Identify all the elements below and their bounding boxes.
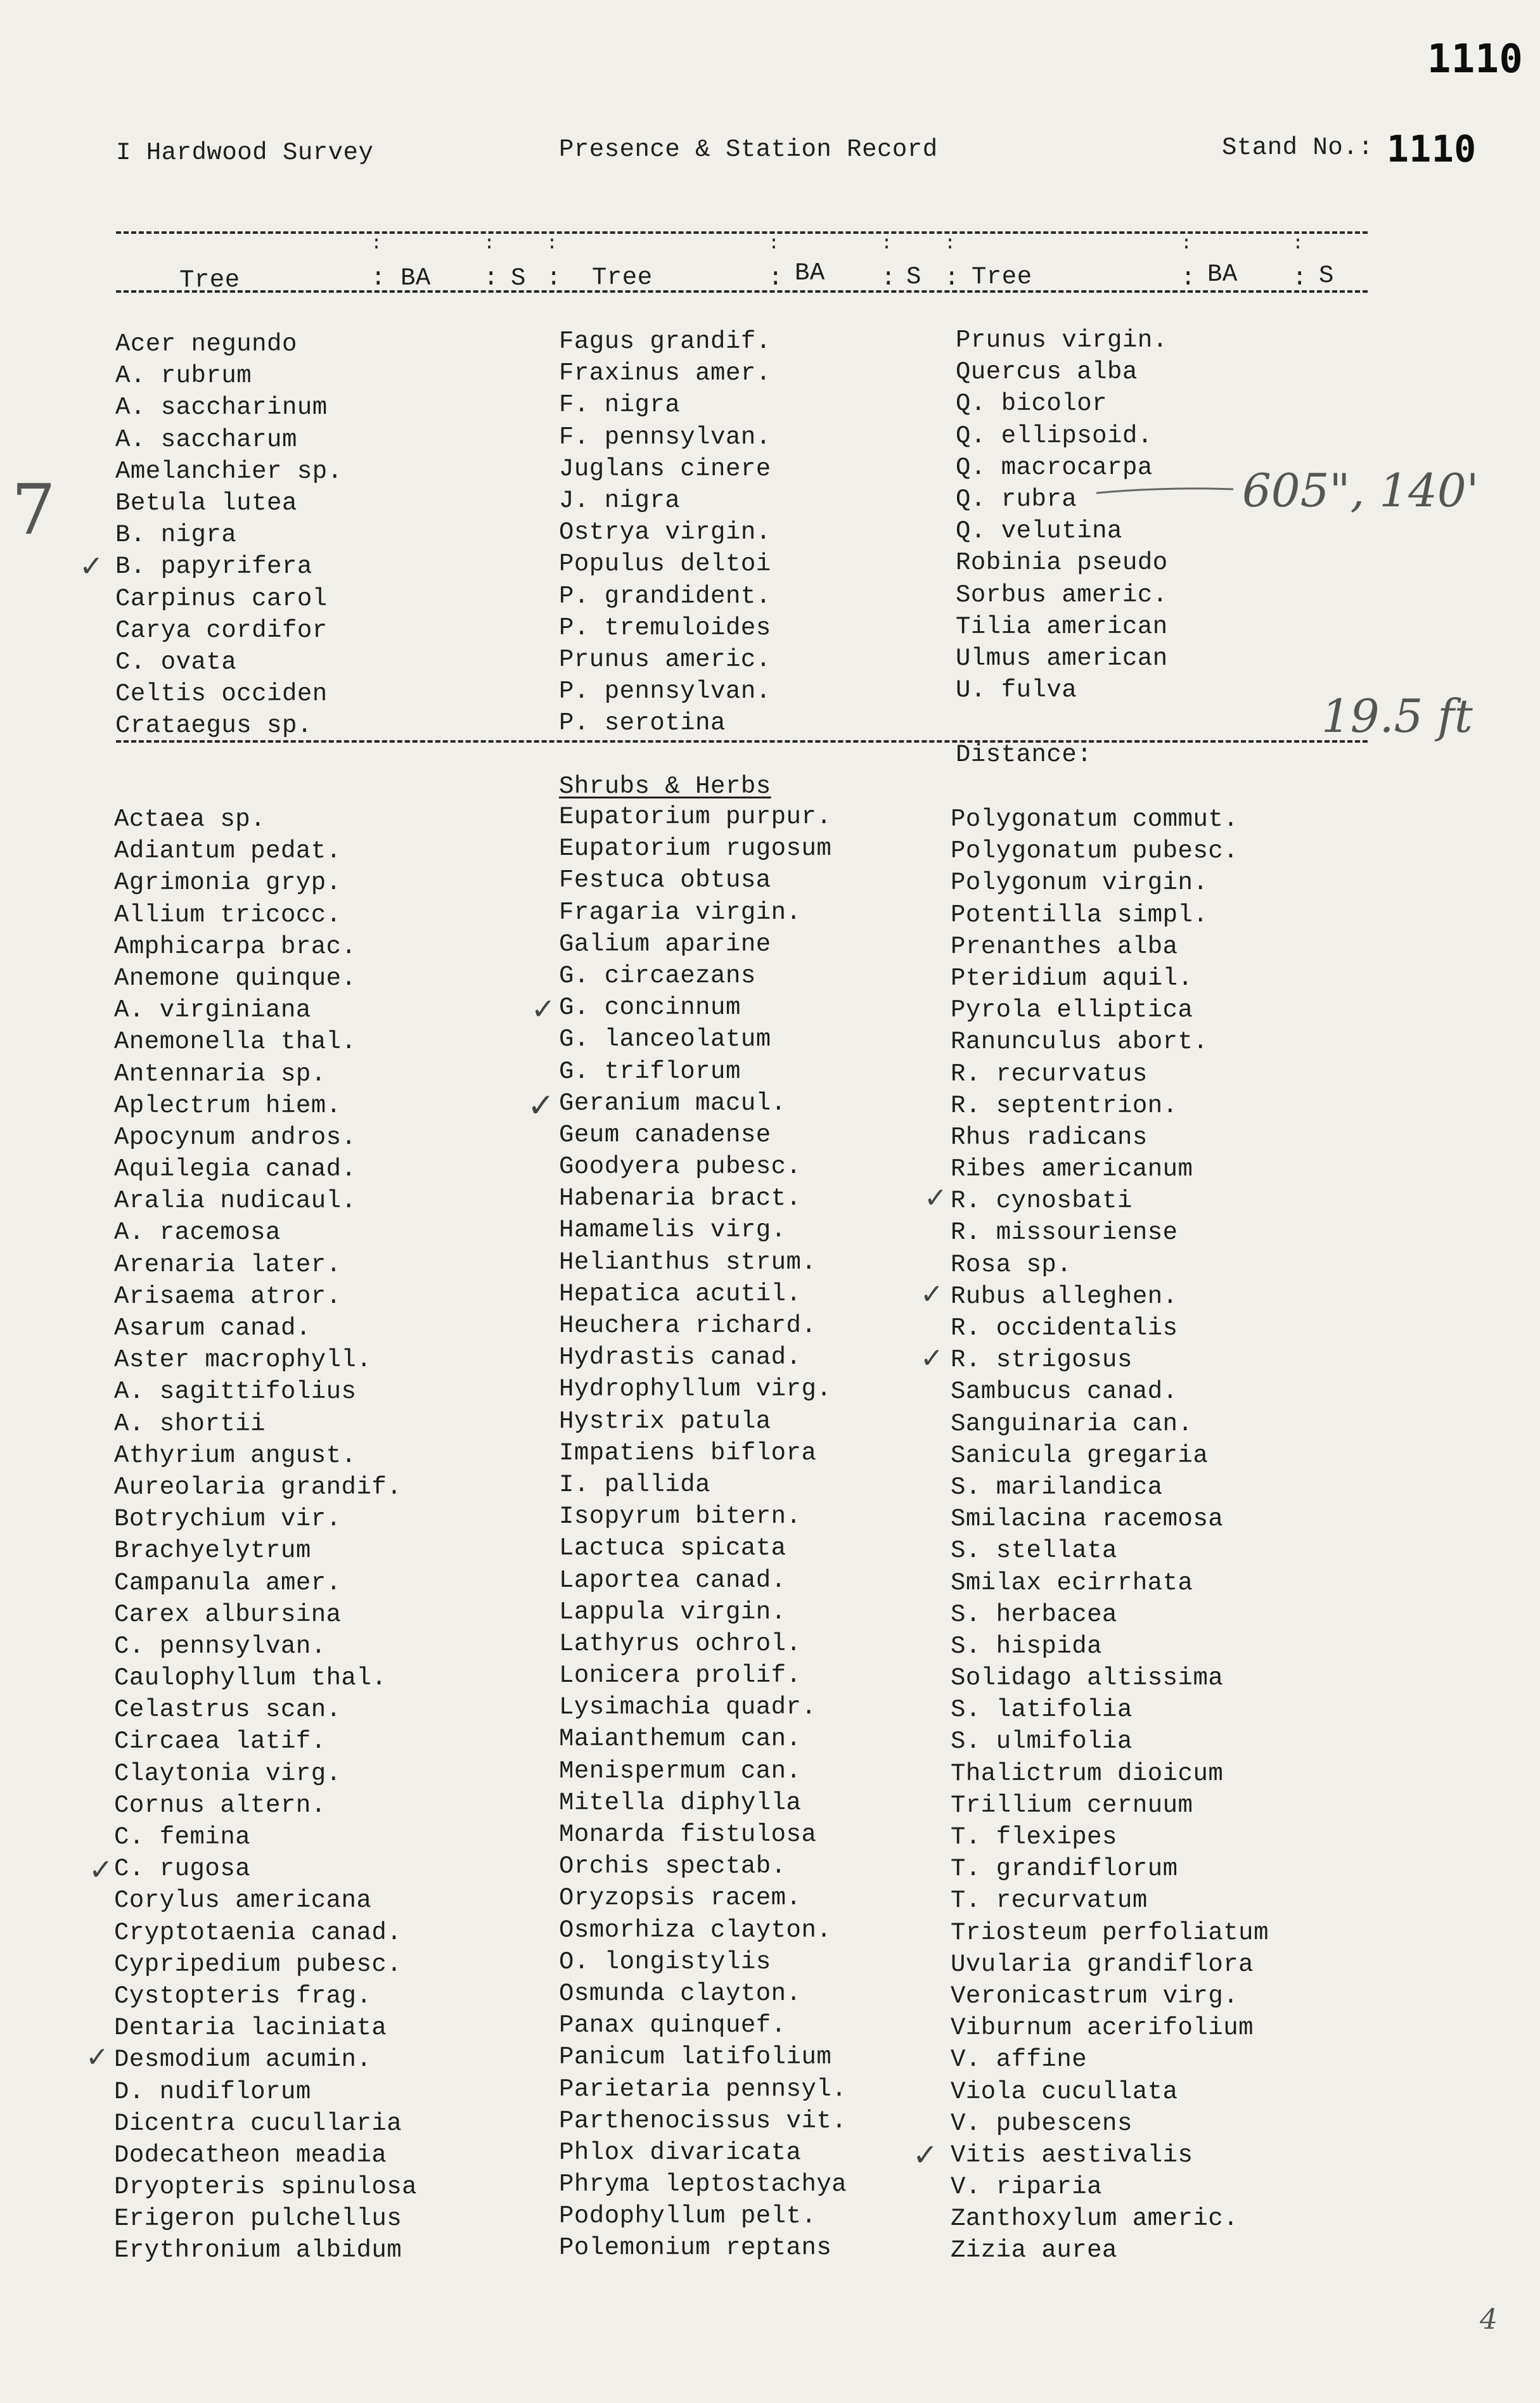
- list-item: Parietaria pennsyl.: [559, 2075, 847, 2103]
- list-item: S. marilandica: [951, 1473, 1163, 1501]
- list-item: Pteridium aquil.: [951, 964, 1193, 992]
- list-item: Lactuca spicata: [559, 1534, 786, 1563]
- list-item: Phryma leptostachya: [559, 2170, 847, 2199]
- list-item: Menispermum can.: [559, 1757, 802, 1785]
- list-item: Phlox divaricata: [559, 2138, 802, 2167]
- list-item: R. recurvatus: [951, 1060, 1148, 1088]
- list-item: Fraxinus amer.: [559, 359, 771, 388]
- list-item: R. strigosus: [951, 1346, 1133, 1375]
- list-item: Caulophyllum thal.: [114, 1664, 387, 1693]
- list-item: Dicentra cucullaria: [114, 2109, 402, 2137]
- list-item: Polygonum virgin.: [951, 869, 1209, 897]
- list-item: O. longistylis: [559, 1947, 771, 1976]
- list-item: Laportea canad.: [559, 1566, 786, 1594]
- list-item: Polemonium reptans: [559, 2234, 832, 2262]
- q-rubra-note: 605", 140': [1242, 464, 1479, 517]
- list-item: Anemonella thal.: [114, 1028, 357, 1056]
- list-item: S. stellata: [951, 1537, 1117, 1565]
- list-item: Actaea sp.: [114, 805, 266, 833]
- list-item: Ulmus american: [956, 644, 1168, 672]
- list-item: A. racemosa: [114, 1219, 281, 1247]
- list-item: Asarum canad.: [114, 1314, 311, 1342]
- list-item: Pyrola elliptica: [951, 996, 1193, 1025]
- list-item: Geranium macul.: [559, 1089, 786, 1117]
- list-item: Sambucus canad.: [951, 1378, 1178, 1406]
- list-item: Corylus americana: [114, 1887, 372, 1915]
- record-title: Presence & Station Record: [559, 136, 938, 163]
- list-item: Thalictrum dioicum: [951, 1759, 1224, 1788]
- list-item: Smilax ecirrhata: [951, 1568, 1193, 1597]
- list-item: Allium tricocc.: [114, 900, 342, 929]
- check-mark-icon: ✓: [920, 1278, 944, 1310]
- list-item: C. ovata: [115, 648, 237, 676]
- list-item: Trillium cernuum: [951, 1791, 1193, 1819]
- list-item: Eupatorium purpur.: [559, 803, 832, 831]
- list-item: Populus deltoi: [559, 550, 771, 579]
- list-item: A. virginiana: [114, 996, 311, 1025]
- list-item: B. nigra: [115, 521, 237, 549]
- list-item: Circaea latif.: [114, 1727, 326, 1756]
- check-mark-icon: ✓: [89, 1852, 113, 1887]
- pointer-line: [1095, 484, 1235, 497]
- list-item: Viola cucullata: [951, 2077, 1178, 2106]
- list-item: Carya cordifor: [115, 616, 328, 644]
- section-rule: [116, 740, 1368, 743]
- list-item: Lysimachia quadr.: [559, 1693, 817, 1722]
- herb-list-2: [559, 801, 847, 2264]
- list-item: Oryzopsis racem.: [559, 1884, 802, 1913]
- list-item: Sorbus americ.: [956, 580, 1168, 609]
- list-item: P. grandident.: [559, 582, 771, 610]
- check-mark-icon: ✓: [913, 2137, 939, 2173]
- list-item: Osmorhiza clayton.: [559, 1916, 832, 1944]
- list-item: D. nudiflorum: [114, 2077, 311, 2106]
- list-item: Zizia aurea: [951, 2236, 1117, 2265]
- list-item: Athyrium angust.: [114, 1441, 357, 1470]
- list-item: Q. velutina: [956, 517, 1122, 546]
- header-tree-2: Tree: [592, 264, 653, 292]
- list-item: Q. bicolor: [956, 390, 1108, 418]
- list-item: S. herbacea: [951, 1600, 1117, 1629]
- page-mark: 4: [1480, 2304, 1498, 2336]
- list-item: Zanthoxylum americ.: [951, 2205, 1239, 2233]
- list-item: Juglans cinere: [559, 454, 771, 483]
- check-mark-icon: ✓: [79, 549, 104, 583]
- list-item: Tilia american: [956, 612, 1168, 641]
- list-item: Acer negundo: [115, 330, 297, 358]
- list-item: Ribes americanum: [951, 1155, 1193, 1184]
- check-mark-icon: ✓: [924, 1182, 947, 1214]
- list-item: G. lanceolatum: [559, 1025, 771, 1054]
- list-item: S. ulmifolia: [951, 1727, 1133, 1756]
- list-item: P. tremuloides: [559, 613, 771, 642]
- list-item: B. papyrifera: [115, 553, 312, 581]
- list-item: Hamamelis virg.: [559, 1216, 786, 1245]
- list-item: Fragaria virgin.: [559, 898, 802, 926]
- list-item: Veronicastrum virg.: [951, 1982, 1239, 2010]
- list-item: T. grandiflorum: [951, 1855, 1178, 1883]
- list-item: Cornus altern.: [114, 1791, 326, 1819]
- list-item: J. nigra: [559, 486, 681, 515]
- distance-note: 19.5 ft: [1321, 689, 1473, 743]
- list-item: Arenaria later.: [114, 1250, 342, 1279]
- herb-list-3: [951, 804, 1269, 2267]
- list-item: Cypripedium pubesc.: [114, 1950, 402, 1978]
- list-item: Polygonatum commut.: [951, 805, 1239, 833]
- list-item: Galium aparine: [559, 930, 771, 958]
- list-item: Desmodium acumin.: [114, 2046, 372, 2074]
- list-item: F. pennsylvan.: [559, 423, 771, 451]
- list-item: Quercus alba: [956, 358, 1138, 387]
- list-item: Solidago altissima: [951, 1664, 1224, 1693]
- list-item: Robinia pseudo: [956, 549, 1168, 577]
- header-ba-2: BA: [795, 259, 825, 287]
- list-item: G. circaezans: [559, 961, 756, 990]
- list-item: A. sagittifolius: [114, 1378, 357, 1406]
- list-item: Heuchera richard.: [559, 1312, 817, 1340]
- list-item: C. rugosa: [114, 1855, 251, 1883]
- list-item: A. rubrum: [115, 362, 252, 390]
- list-item: Viburnum acerifolium: [951, 2014, 1254, 2042]
- header-tree-1: Tree: [179, 266, 240, 294]
- list-item: Crataegus sp.: [115, 712, 312, 740]
- list-item: Monarda fistulosa: [559, 1821, 817, 1849]
- list-item: Brachyelytrum: [114, 1537, 311, 1565]
- check-mark-icon: ✓: [920, 1342, 944, 1375]
- list-item: Prunus americ.: [559, 645, 771, 674]
- list-item: Erythronium albidum: [114, 2236, 402, 2265]
- list-item: Sanguinaria can.: [951, 1409, 1193, 1438]
- list-item: A. saccharinum: [115, 394, 328, 422]
- list-item: Aureolaria grandif.: [114, 1473, 402, 1501]
- stand-number: 1110: [1387, 127, 1477, 170]
- list-item: Rubus alleghen.: [951, 1282, 1178, 1310]
- list-item: Podophyllum pelt.: [559, 2202, 817, 2231]
- list-item: R. missouriense: [951, 1219, 1178, 1247]
- list-item: Prunus virgin.: [956, 326, 1168, 354]
- list-item: V. pubescens: [951, 2109, 1133, 2137]
- list-item: Dentaria laciniata: [114, 2014, 387, 2042]
- check-mark-icon: ✓: [531, 992, 556, 1026]
- list-item: Adiantum pedat.: [114, 837, 342, 866]
- list-item: Celastrus scan.: [114, 1696, 342, 1724]
- list-item: G. triflorum: [559, 1057, 741, 1086]
- list-item: C. pennsylvan.: [114, 1632, 326, 1660]
- list-item: A. saccharum: [115, 425, 297, 454]
- list-item: P. pennsylvan.: [559, 677, 771, 706]
- list-item: Cryptotaenia canad.: [114, 1918, 402, 1947]
- list-item: Aralia nudicaul.: [114, 1187, 357, 1215]
- list-item: Aster macrophyll.: [114, 1346, 372, 1375]
- list-item: Lonicera prolif.: [559, 1662, 802, 1690]
- list-item: Parthenocissus vit.: [559, 2106, 847, 2135]
- list-item: Impatiens biflora: [559, 1439, 817, 1467]
- list-item: Q. ellipsoid.: [956, 421, 1153, 450]
- list-item: Lathyrus ochrol.: [559, 1629, 802, 1658]
- header-s-3: S: [1319, 262, 1334, 290]
- header-top-rule: [116, 231, 1368, 234]
- stamp-number: 1110: [1427, 35, 1524, 82]
- list-item: Cystopteris frag.: [114, 1982, 372, 2010]
- list-item: Lappula virgin.: [559, 1598, 786, 1626]
- list-item: G. concinnum: [559, 994, 741, 1022]
- list-item: S. latifolia: [951, 1696, 1133, 1724]
- list-item: Uvularia grandiflora: [951, 1950, 1254, 1978]
- list-item: Hystrix patula: [559, 1407, 771, 1435]
- list-item: Smilacina racemosa: [951, 1505, 1224, 1534]
- list-item: R. septentrion.: [951, 1091, 1178, 1120]
- header-bottom-rule: [116, 290, 1368, 293]
- list-item: Erigeron pulchellus: [114, 2205, 402, 2233]
- list-item: Osmunda clayton.: [559, 1979, 802, 2008]
- list-item: Sanicula gregaria: [951, 1441, 1209, 1470]
- list-item: Agrimonia gryp.: [114, 869, 342, 897]
- tree-list-3: [956, 324, 1168, 706]
- list-item: Dryopteris spinulosa: [114, 2173, 418, 2201]
- list-item: V. affine: [951, 2046, 1088, 2074]
- list-item: F. nigra: [559, 391, 681, 420]
- list-item: I. pallida: [559, 1470, 711, 1499]
- herb-list-1: [114, 804, 417, 2267]
- list-item: C. femina: [114, 1823, 251, 1851]
- list-item: Q. rubra: [956, 485, 1077, 513]
- check-mark-icon: ✓: [527, 1087, 555, 1125]
- list-item: Panicum latifolium: [559, 2043, 832, 2072]
- header-tree-3: Tree: [972, 263, 1032, 291]
- list-item: P. serotina: [559, 709, 726, 738]
- list-item: Antennaria sp.: [114, 1060, 326, 1088]
- list-item: Hepatica acutil.: [559, 1279, 802, 1308]
- list-item: Carpinus carol: [115, 584, 328, 613]
- list-item: Festuca obtusa: [559, 866, 771, 895]
- list-item: Amphicarpa brac.: [114, 932, 357, 961]
- list-item: Arisaema atror.: [114, 1282, 342, 1310]
- list-item: Triosteum perfoliatum: [951, 1918, 1269, 1947]
- list-item: Ostrya virgin.: [559, 518, 771, 547]
- list-item: Helianthus strum.: [559, 1248, 817, 1276]
- list-item: R. occidentalis: [951, 1314, 1178, 1342]
- list-item: Vitis aestivalis: [951, 2141, 1193, 2169]
- list-item: Fagus grandif.: [559, 328, 771, 356]
- stand-label: Stand No.:: [1222, 134, 1374, 162]
- survey-title: I Hardwood Survey: [116, 139, 374, 167]
- list-item: Campanula amer.: [114, 1568, 342, 1597]
- list-item: T. recurvatum: [951, 1887, 1148, 1915]
- tree-list-1: [115, 328, 343, 741]
- list-item: S. hispida: [951, 1632, 1103, 1660]
- list-item: Aplectrum hiem.: [114, 1091, 342, 1120]
- list-item: Q. macrocarpa: [956, 453, 1153, 482]
- distance-label: Distance:: [956, 741, 1093, 769]
- list-item: Goodyera pubesc.: [559, 1153, 802, 1181]
- list-item: Dodecatheon meadia: [114, 2141, 387, 2169]
- list-item: Anemone quinque.: [114, 964, 357, 992]
- list-item: Orchis spectab.: [559, 1852, 786, 1881]
- list-item: Claytonia virg.: [114, 1759, 342, 1788]
- list-item: Prenanthes alba: [951, 932, 1178, 961]
- header-ba-3: BA: [1207, 260, 1238, 288]
- list-item: Ranunculus abort.: [951, 1028, 1209, 1056]
- list-item: Amelanchier sp.: [115, 457, 343, 485]
- list-item: Panax quinquef.: [559, 2011, 786, 2040]
- list-item: Apocynum andros.: [114, 1123, 357, 1151]
- list-item: U. fulva: [956, 676, 1077, 705]
- list-item: Geum canadense: [559, 1120, 771, 1149]
- header-ba-1: BA: [401, 264, 431, 292]
- list-item: T. flexipes: [951, 1823, 1117, 1851]
- list-item: Hydrastis canad.: [559, 1343, 802, 1372]
- shrubs-heading: Shrubs & Herbs: [559, 772, 771, 800]
- list-item: Isopyrum bitern.: [559, 1503, 802, 1531]
- bracket-mark: 7: [11, 469, 56, 550]
- list-item: Betula lutea: [115, 489, 297, 517]
- list-item: Mitella diphylla: [559, 1788, 802, 1817]
- list-item: R. cynosbati: [951, 1187, 1133, 1215]
- header-s-2: S: [906, 263, 921, 291]
- list-item: A. shortii: [114, 1409, 266, 1438]
- list-item: Botrychium vir.: [114, 1505, 342, 1534]
- list-item: Maianthemum can.: [559, 1725, 802, 1753]
- list-item: Potentilla simpl.: [951, 900, 1209, 929]
- list-item: V. riparia: [951, 2173, 1103, 2201]
- list-item: Polygonatum pubesc.: [951, 837, 1239, 866]
- list-item: Aquilegia canad.: [114, 1155, 357, 1184]
- header-s-1: S: [511, 264, 526, 292]
- list-item: Eupatorium rugosum: [559, 835, 832, 863]
- list-item: Carex albursina: [114, 1600, 342, 1629]
- tree-list-2: [559, 326, 771, 739]
- list-item: Rhus radicans: [951, 1123, 1148, 1151]
- list-item: Rosa sp.: [951, 1250, 1072, 1279]
- list-item: Habenaria bract.: [559, 1184, 802, 1213]
- check-mark-icon: ✓: [86, 2041, 109, 2073]
- list-item: Celtis occiden: [115, 680, 328, 708]
- list-item: Hydrophyllum virg.: [559, 1375, 832, 1404]
